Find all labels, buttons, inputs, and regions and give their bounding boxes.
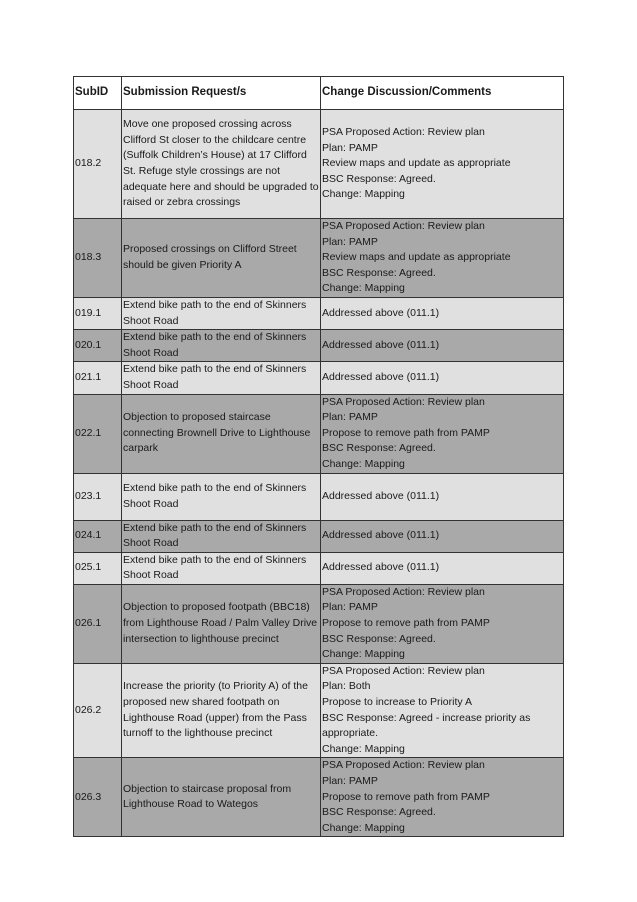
row-subid: 019.1 [74, 297, 122, 329]
row-subid: 022.1 [74, 394, 122, 473]
row-subid: 023.1 [74, 473, 122, 520]
row-comment: PSA Proposed Action: Review plan Plan: PAMP Propose to remove path from PAMP BSC Response: Agreed. Change: Mapping [321, 584, 564, 663]
table-row [74, 110, 564, 219]
row-subid: 026.2 [74, 663, 122, 758]
table-row [74, 758, 564, 837]
table-row [74, 362, 564, 394]
row-subid: 018.3 [74, 219, 122, 298]
table-row [74, 663, 564, 758]
row-subid: 020.1 [74, 330, 122, 362]
table-row [74, 552, 564, 584]
row-request: Objection to proposed staircase connecting Brownell Drive to Lighthouse carpark [122, 394, 321, 473]
row-comment: PSA Proposed Action: Review plan Plan: Both Propose to increase to Priority A BSC Response: Agreed - increase priority as appropriate. Change: Mapping [321, 663, 564, 758]
header-subid: SubID [74, 77, 122, 110]
row-request: Extend bike path to the end of Skinners Shoot Road [122, 552, 321, 584]
row-request: Proposed crossings on Clifford Street should be given Priority A [122, 219, 321, 298]
header-request: Submission Request/s [122, 77, 321, 110]
row-request: Extend bike path to the end of Skinners Shoot Road [122, 330, 321, 362]
table-header-row [74, 77, 564, 110]
row-request: Objection to proposed footpath (BBC18) from Lighthouse Road / Palm Valley Drive intersection to lighthouse precinct [122, 584, 321, 663]
row-comment: PSA Proposed Action: Review plan Plan: PAMP Review maps and update as appropriate BSC Response: Agreed. Change: Mapping [321, 219, 564, 298]
row-comment: Addressed above (011.1) [321, 330, 564, 362]
row-comment: Addressed above (011.1) [321, 473, 564, 520]
table-row [74, 394, 564, 473]
row-request: Objection to staircase proposal from Lighthouse Road to Wategos [122, 758, 321, 837]
row-subid: 026.1 [74, 584, 122, 663]
row-comment: Addressed above (011.1) [321, 297, 564, 329]
row-subid: 025.1 [74, 552, 122, 584]
table-row [74, 297, 564, 329]
table-row [74, 584, 564, 663]
row-request: Increase the priority (to Priority A) of the proposed new shared footpath on Lighthouse Road (upper) from the Pass turnoff to the lighthouse precinct [122, 663, 321, 758]
row-comment: PSA Proposed Action: Review plan Plan: PAMP Propose to remove path from PAMP BSC Response: Agreed. Change: Mapping [321, 758, 564, 837]
row-comment: Addressed above (011.1) [321, 520, 564, 552]
row-request: Extend bike path to the end of Skinners Shoot Road [122, 297, 321, 329]
row-subid: 021.1 [74, 362, 122, 394]
row-comment: PSA Proposed Action: Review plan Plan: PAMP Propose to remove path from PAMP BSC Response: Agreed. Change: Mapping [321, 394, 564, 473]
row-request: Extend bike path to the end of Skinners Shoot Road [122, 520, 321, 552]
row-comment: Addressed above (011.1) [321, 552, 564, 584]
row-request: Move one proposed crossing across Clifford St closer to the childcare centre (Suffolk Children’s House) at 17 Clifford St. Refuge style crossings are not adequate here and should be upgraded to raised or zebra crossings [122, 110, 321, 219]
table-row [74, 520, 564, 552]
row-request: Extend bike path to the end of Skinners Shoot Road [122, 473, 321, 520]
row-comment: Addressed above (011.1) [321, 362, 564, 394]
row-comment: PSA Proposed Action: Review plan Plan: PAMP Review maps and update as appropriate BSC Response: Agreed. Change: Mapping [321, 110, 564, 219]
table-row [74, 330, 564, 362]
row-subid: 026.3 [74, 758, 122, 837]
table-row [74, 219, 564, 298]
submissions-table [73, 76, 564, 837]
table-row [74, 473, 564, 520]
row-subid: 024.1 [74, 520, 122, 552]
row-subid: 018.2 [74, 110, 122, 219]
header-comments: Change Discussion/Comments [321, 77, 564, 110]
row-request: Extend bike path to the end of Skinners Shoot Road [122, 362, 321, 394]
